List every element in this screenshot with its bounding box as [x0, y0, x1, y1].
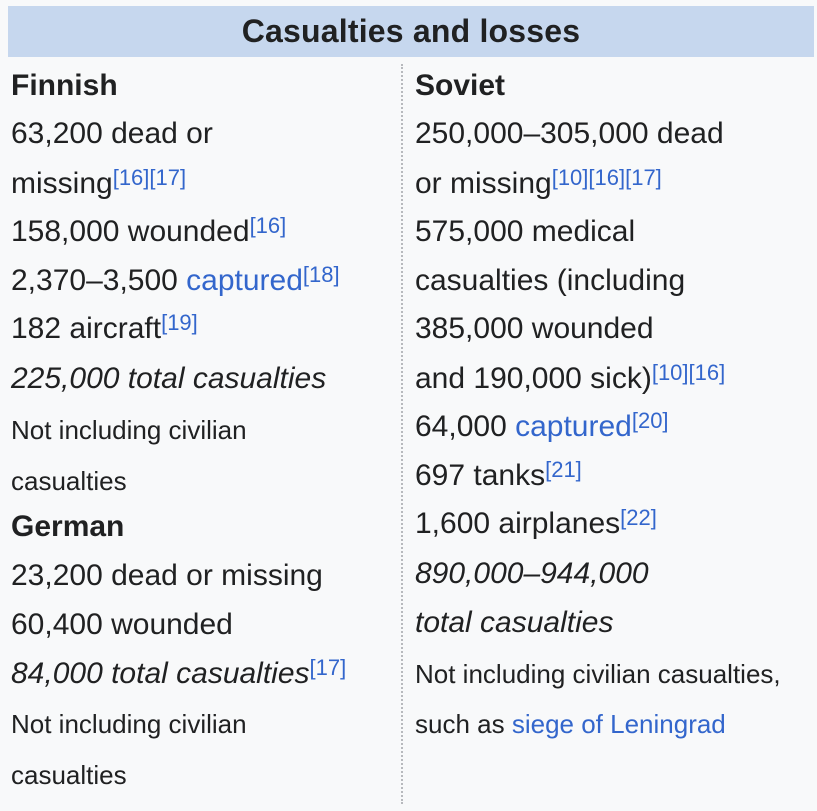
finnish-dead-refs[interactable]: [16][17] — [112, 165, 187, 190]
finnish-captured-text: 2,370–3,500 — [11, 264, 187, 297]
soviet-medical-line-4 — [415, 361, 725, 397]
german-total-text: 84,000 total casualties — [11, 657, 310, 690]
column-divider — [401, 64, 403, 804]
soviet-note-line-2 — [415, 706, 726, 742]
finnish-aircraft-line — [11, 311, 198, 347]
soviet-medical-line-1 — [415, 214, 635, 250]
captured-link[interactable]: captured — [186, 264, 303, 297]
german-wounded-line — [11, 607, 233, 643]
soviet-dead-text-2: or missing — [415, 167, 552, 200]
german-note-line-1 — [11, 706, 247, 742]
soviet-medical-text-4: and 190,000 sick) — [415, 362, 652, 395]
infobox-title: Casualties and losses — [241, 13, 581, 49]
soviet-airplanes-line — [415, 506, 657, 542]
soviet-captured-line — [415, 409, 669, 445]
soviet-dead-text-1: 250,000–305,000 dead — [415, 117, 724, 150]
german-heading-text: German — [11, 510, 125, 543]
finnish-dead-text-1: 63,200 dead or — [11, 117, 213, 150]
finnish-wounded-ref[interactable]: [16] — [249, 213, 287, 238]
finnish-note-line-1 — [11, 412, 247, 448]
finnish-total-line — [11, 361, 326, 397]
soviet-dead-line-2 — [415, 166, 662, 202]
soviet-captured-ref[interactable]: [20] — [631, 408, 669, 433]
german-wounded-text: 60,400 wounded — [11, 608, 233, 641]
german-note-line-2 — [11, 757, 127, 793]
soviet-tanks-ref[interactable]: [21] — [545, 457, 582, 482]
soviet-medical-refs[interactable]: [10][16] — [651, 360, 726, 385]
soviet-captured-text: 64,000 — [415, 410, 516, 443]
german-note-text-2: casualties — [11, 760, 127, 790]
german-heading — [11, 509, 124, 545]
soviet-medical-text-1: 575,000 medical — [415, 215, 636, 248]
soviet-dead-line-1 — [415, 116, 724, 152]
soviet-total-text-1: 890,000–944,000 — [415, 557, 649, 590]
finnish-dead-line-2 — [11, 166, 186, 202]
soviet-airplanes-text: 1,600 airplanes — [415, 507, 621, 540]
soviet-dead-refs[interactable]: [10][16][17] — [551, 165, 662, 190]
soviet-heading — [415, 68, 505, 104]
infobox-header — [8, 6, 814, 57]
soviet-airplanes-ref[interactable]: [22] — [620, 505, 657, 530]
finnish-captured-ref[interactable]: [18] — [302, 262, 340, 287]
german-total-line — [11, 656, 346, 692]
soviet-tanks-text: 697 tanks — [415, 459, 546, 492]
soviet-medical-text-2: casualties (including — [415, 264, 686, 297]
finnish-heading — [11, 68, 118, 104]
german-dead-text: 23,200 dead or missing — [11, 559, 323, 592]
german-dead-line — [11, 558, 323, 594]
finnish-wounded-line — [11, 214, 286, 250]
soviet-medical-line-2 — [415, 263, 685, 299]
soviet-captured-link[interactable]: captured — [515, 410, 632, 443]
german-note-text-1: Not including civilian — [11, 709, 247, 739]
soviet-note-text-2: such as — [415, 709, 512, 739]
finnish-captured-line — [11, 263, 340, 299]
finnish-total-text: 225,000 total casualties — [11, 362, 327, 395]
soviet-heading-text: Soviet — [415, 69, 506, 102]
finnish-heading-text: Finnish — [11, 69, 118, 102]
finnish-dead-text-2: missing — [11, 167, 113, 200]
soviet-note-line-1 — [415, 656, 781, 692]
siege-of-leningrad-link[interactable]: siege of Leningrad — [511, 709, 726, 739]
finnish-dead-line-1 — [11, 116, 213, 152]
finnish-note-text-1: Not including civilian — [11, 415, 247, 445]
finnish-wounded-text: 158,000 wounded — [11, 215, 250, 248]
finnish-aircraft-text: 182 aircraft — [11, 312, 162, 345]
german-total-ref[interactable]: [17] — [309, 655, 347, 680]
soviet-tanks-line — [415, 458, 582, 494]
finnish-aircraft-ref[interactable]: [19] — [161, 310, 198, 335]
finnish-note-line-2 — [11, 463, 127, 499]
soviet-medical-line-3 — [415, 311, 654, 347]
soviet-note-text-1: Not including civilian casualties, — [415, 659, 781, 689]
soviet-total-line-1 — [415, 556, 649, 592]
soviet-medical-text-3: 385,000 wounded — [415, 312, 654, 345]
finnish-note-text-2: casualties — [11, 466, 127, 496]
soviet-total-text-2: total casualties — [415, 606, 614, 639]
soviet-total-line-2 — [415, 605, 613, 641]
